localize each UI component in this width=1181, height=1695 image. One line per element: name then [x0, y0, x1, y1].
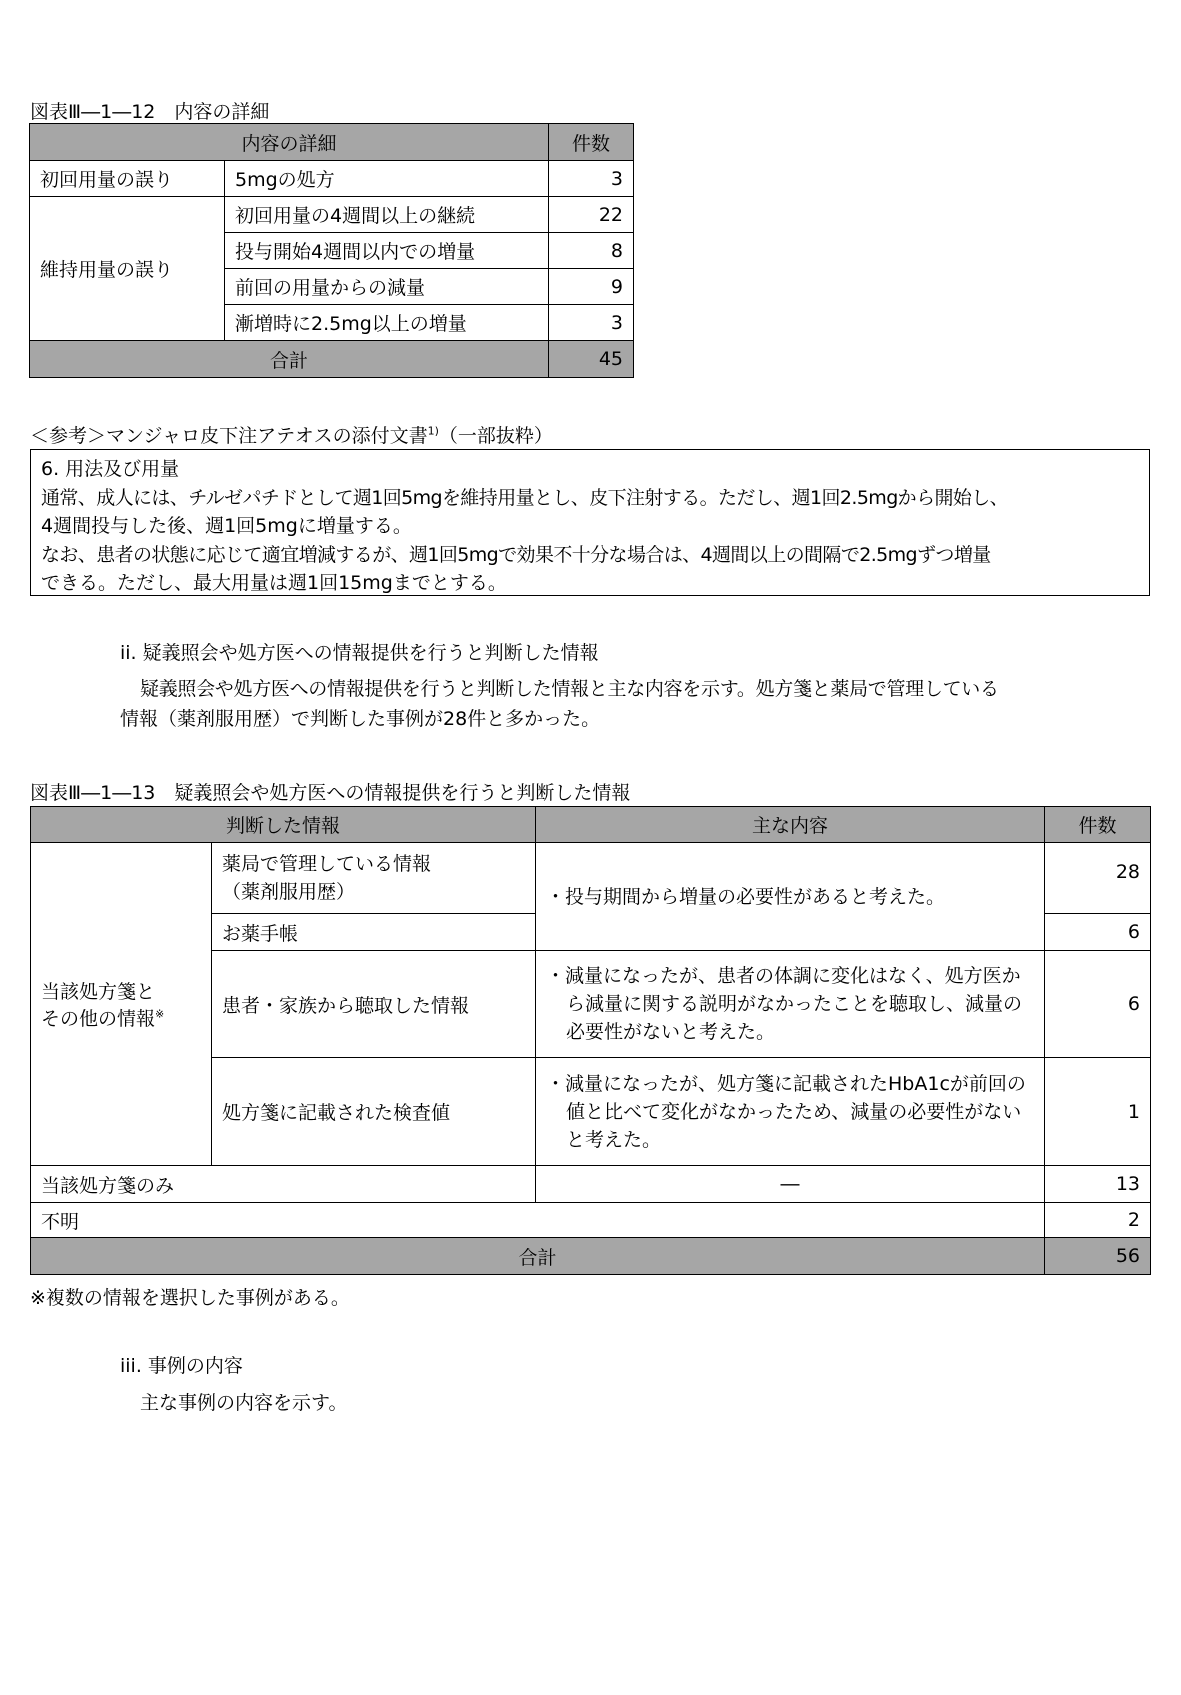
detail: 5mgの処方: [225, 161, 549, 197]
total-count: 56: [1045, 1238, 1151, 1275]
total-row: [30, 341, 634, 378]
table12-caption: 図表Ⅲ―1―12 内容の詳細: [30, 101, 270, 123]
count: 1: [1045, 1058, 1151, 1166]
table13-caption: 図表Ⅲ―1―13 疑義照会や処方医への情報提供を行うと判断した情報: [30, 782, 631, 804]
table12: [29, 123, 634, 378]
group-label-line: その他の情報: [41, 1008, 156, 1030]
info: 不明: [31, 1203, 1045, 1238]
table-row: [30, 197, 634, 233]
total-count: 45: [549, 341, 634, 378]
info: [212, 843, 536, 914]
table-row: [31, 1203, 1151, 1238]
header-count: 件数: [1045, 807, 1151, 843]
info: 当該処方箋のみ: [31, 1166, 536, 1203]
header-content: 主な内容: [536, 807, 1045, 843]
category: 初回用量の誤り: [30, 161, 225, 197]
content: ―: [536, 1166, 1045, 1203]
section-ii-para-2: 情報（薬剤服用歴）で判断した事例が28件と多かった。: [120, 708, 601, 730]
count: 9: [549, 269, 634, 305]
table-row: [31, 1166, 1151, 1203]
table-row: [31, 843, 1151, 914]
table13: [30, 806, 1151, 1275]
reference-line: 4週間投与した後、週1回5mgに増量する。: [41, 515, 412, 537]
detail: 初回用量の4週間以上の継続: [225, 197, 549, 233]
group-label: [31, 843, 212, 1166]
header-info: 判断した情報: [31, 807, 536, 843]
info-line: 薬局で管理している情報: [222, 853, 432, 875]
info: お薬手帳: [212, 914, 536, 951]
content: ・減量になったが、処方箋に記載されたHbA1cが前回の値と比べて変化がなかったため、減量の必要性がないと考えた。: [536, 1058, 1045, 1166]
reference-line: 通常、成人には、チルゼパチドとして週1回5mgを維持用量とし、皮下注射する。ただし、週1回2.5mgから開始し、: [41, 487, 1009, 509]
reference-title-text: ＜参考＞マンジャロ皮下注アテオスの添付文書: [30, 425, 428, 447]
section-iii-heading: iii. 事例の内容: [120, 1355, 243, 1377]
info: 処方箋に記載された検査値: [212, 1058, 536, 1166]
count: 6: [1045, 914, 1151, 951]
table-row: [30, 161, 634, 197]
reference-line: 6. 用法及び用量: [41, 458, 180, 480]
table13-footnote: ※複数の情報を選択した事例がある。: [30, 1287, 350, 1309]
total-label: 合計: [31, 1238, 1045, 1275]
reference-title-suffix: （一部抜粋）: [438, 425, 553, 447]
header-detail: 内容の詳細: [30, 124, 549, 161]
reference-line: なお、患者の状態に応じて適宜増減するが、週1回5mgで効果不十分な場合は、4週間以上の間隔で2.5mgずつ増量: [41, 544, 991, 566]
detail: 漸増時に2.5mg以上の増量: [225, 305, 549, 341]
reference-line: できる。ただし、最大用量は週1回15mgまでとする。: [41, 572, 507, 594]
reference-box: [30, 449, 1150, 596]
count: 22: [549, 197, 634, 233]
section-iii-para: 主な事例の内容を示す。: [140, 1392, 348, 1414]
section-ii-para-1: 疑義照会や処方医への情報提供を行うと判断した情報と主な内容を示す。処方箋と薬局で管理している: [140, 678, 999, 700]
count: 13: [1045, 1166, 1151, 1203]
count: 3: [549, 305, 634, 341]
detail: 前回の用量からの減量: [225, 269, 549, 305]
count: 2: [1045, 1203, 1151, 1238]
count: 6: [1045, 951, 1151, 1058]
reference-title: [30, 421, 553, 448]
footnote-mark: ※: [155, 1007, 165, 1021]
info: 患者・家族から聴取した情報: [212, 951, 536, 1058]
count: 28: [1045, 843, 1151, 914]
content: ・投与期間から増量の必要性があると考えた。: [536, 843, 1045, 951]
category: 維持用量の誤り: [30, 197, 225, 341]
group-label-line: 当該処方箋と: [41, 981, 156, 1003]
section-ii-heading: ii. 疑義照会や処方医への情報提供を行うと判断した情報: [120, 642, 599, 664]
reference-sup: 1): [427, 424, 439, 438]
total-label: 合計: [30, 341, 549, 378]
total-row: [31, 1238, 1151, 1275]
count: 8: [549, 233, 634, 269]
header-count: 件数: [549, 124, 634, 161]
info-line: （薬剤服用歴）: [222, 881, 356, 903]
count: 3: [549, 161, 634, 197]
content: ・減量になったが、患者の体調に変化はなく、処方医から減量に関する説明がなかったことを聴取し、減量の必要性がないと考えた。: [536, 951, 1045, 1058]
detail: 投与開始4週間以内での増量: [225, 233, 549, 269]
